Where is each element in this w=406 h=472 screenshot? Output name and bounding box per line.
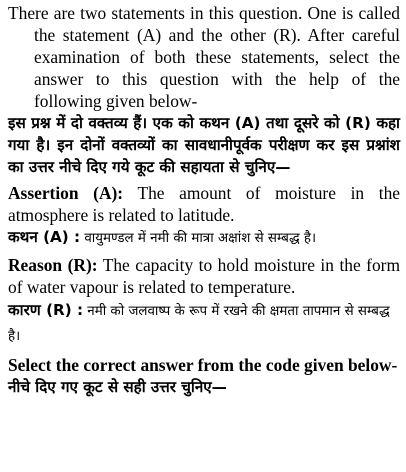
reason-text-hindi: नमी को जलवाष्प के रूप में रखने की क्षमता तापमान से सम्बद्ध है।: [8, 304, 390, 344]
intro-hindi: इस प्रश्न में दो वक्तव्य हैं। एक को कथन (A) तथा दूसरे को (R) कहा गया है। इन दोनों वक्तव्यों का सावधानीपूर्वक परीक्षण कर इस प्रश्नांश का उत्तर नीचे दिए गये कूट की सहायता से चुनिए—: [8, 114, 400, 176]
assertion-text-hindi: वायुमण्डल में नमी की मात्रा अक्षांश से सम्बद्ध है।: [80, 231, 317, 246]
reason-label-english: Reason (R):: [8, 255, 98, 275]
reason-hindi: [8, 298, 400, 348]
reason-text-english: The capacity to hold moisture in the form of water vapour is related to temperature.: [8, 255, 400, 297]
instruction-hindi: नीचे दिए गए कूट से सही उत्तर चुनिए—: [8, 378, 227, 396]
assertion-label-english: Assertion (A):: [8, 183, 124, 203]
reason-label-hindi: कारण (R) :: [8, 301, 84, 319]
reason-english: [8, 254, 400, 298]
assertion-label-hindi: कथन (A) :: [8, 228, 81, 246]
intro-english: There are two statements in this question. One is called the statement (A) and the other (R). After careful examination of both these statements, select the answer to this question with the help of the following given below-: [8, 3, 400, 111]
assertion-hindi: [8, 226, 400, 250]
assertion-text-english: The amount of moisture in the atmosphere is related to latitude.: [8, 183, 400, 225]
assertion-english: [8, 182, 400, 226]
instruction-english: Select the correct answer from the code given below-: [8, 355, 398, 375]
